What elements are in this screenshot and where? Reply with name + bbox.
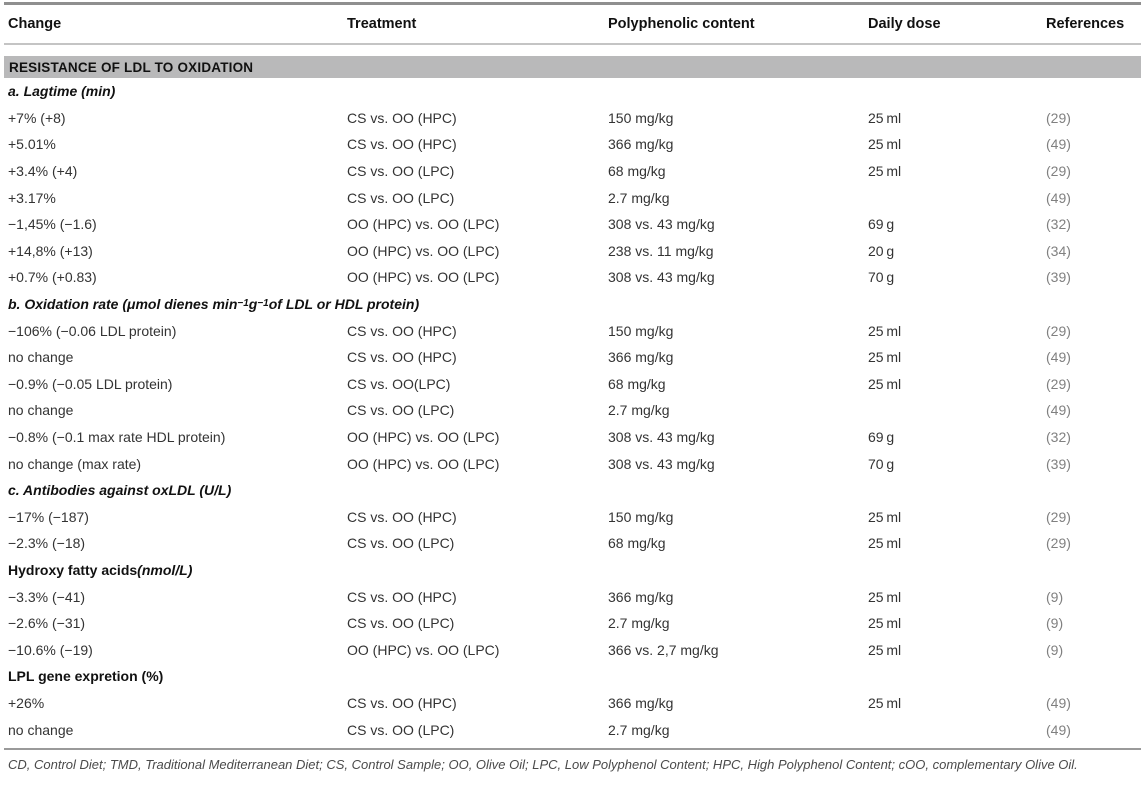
treatment-cell: CS vs. OO (HPC) (347, 588, 457, 605)
treatment-cell: CS vs. OO (HPC) (347, 349, 457, 366)
change-cell: −2.6% (−31) (8, 615, 86, 632)
reference-cell[interactable]: (39) (1046, 269, 1071, 286)
reference-cell[interactable]: (32) (1046, 429, 1071, 446)
table-row (0, 158, 1145, 185)
reference-cell[interactable]: (32) (1046, 216, 1071, 233)
change-cell: −0.9% (−0.05 LDL protein) (8, 375, 173, 392)
reference-cell[interactable]: (9) (1046, 588, 1064, 605)
subsection-heading-text: LPL gene expretion (%) (8, 668, 164, 685)
column-header-daily-dose: Daily dose (868, 16, 941, 32)
treatment-cell: OO (HPC) vs. OO (LPC) (347, 429, 500, 446)
change-cell: no change (8, 721, 74, 738)
subsection-heading (0, 78, 1145, 105)
treatment-cell: CS vs. OO (HPC) (347, 694, 457, 711)
polyphenolic-content-cell: 150 mg/kg (608, 508, 674, 525)
daily-dose-cell: 25 ml (868, 615, 902, 632)
change-cell: −17% (−187) (8, 508, 89, 525)
treatment-cell: CS vs. OO (HPC) (347, 109, 457, 126)
change-cell: −1,45% (−1.6) (8, 216, 97, 233)
table-row (0, 344, 1145, 371)
treatment-cell: OO (HPC) vs. OO (LPC) (347, 269, 500, 286)
header-rule (4, 43, 1141, 45)
subsection-heading-text: a. Lagtime (min) (8, 83, 116, 100)
treatment-cell: CS vs. OO (HPC) (347, 508, 457, 525)
daily-dose-cell: 25 ml (868, 508, 902, 525)
treatment-cell: CS vs. OO (LPC) (347, 615, 455, 632)
reference-cell[interactable]: (29) (1046, 508, 1071, 525)
polyphenolic-content-cell: 308 vs. 43 mg/kg (608, 455, 715, 472)
table-row (0, 424, 1145, 451)
table-row (0, 371, 1145, 398)
change-cell: −3.3% (−41) (8, 588, 86, 605)
treatment-cell: OO (HPC) vs. OO (LPC) (347, 242, 500, 259)
subsection-heading (0, 557, 1145, 584)
reference-cell[interactable]: (49) (1046, 349, 1071, 366)
table-row (0, 716, 1145, 743)
treatment-cell: CS vs. OO(LPC) (347, 375, 451, 392)
change-cell: +26% (8, 694, 45, 711)
daily-dose-cell: 25 ml (868, 136, 902, 153)
change-cell: +14,8% (+13) (8, 242, 93, 259)
change-cell: −0.8% (−0.1 max rate HDL protein) (8, 429, 226, 446)
reference-cell[interactable]: (29) (1046, 322, 1071, 339)
table-bottom-rule (4, 748, 1141, 750)
treatment-cell: CS vs. OO (HPC) (347, 136, 457, 153)
reference-cell[interactable]: (49) (1046, 136, 1071, 153)
reference-cell[interactable]: (39) (1046, 455, 1071, 472)
daily-dose-cell: 25 ml (868, 375, 902, 392)
daily-dose-cell: 25 ml (868, 349, 902, 366)
table-row (0, 610, 1145, 637)
subsection-heading-text: of LDL or HDL protein) (268, 296, 420, 313)
change-cell: no change (max rate) (8, 455, 142, 472)
change-cell: +3.4% (+4) (8, 163, 78, 180)
column-header-treatment: Treatment (347, 16, 417, 32)
subsection-heading-text: (nmol/L) (137, 561, 193, 578)
polyphenolic-content-cell: 366 mg/kg (608, 349, 674, 366)
reference-cell[interactable]: (29) (1046, 109, 1071, 126)
polyphenolic-content-cell: 2.7 mg/kg (608, 721, 670, 738)
treatment-cell: CS vs. OO (LPC) (347, 189, 455, 206)
daily-dose-cell: 70 g (868, 269, 895, 286)
subsection-heading-text: c. Antibodies against oxLDL (U/L) (8, 482, 232, 499)
section-band (4, 56, 1141, 78)
change-cell: +0.7% (+0.83) (8, 269, 97, 286)
daily-dose-cell: 25 ml (868, 694, 902, 711)
reference-cell[interactable]: (29) (1046, 535, 1071, 552)
change-cell: no change (8, 402, 74, 419)
column-header-references: References (1046, 16, 1125, 32)
table-row (0, 184, 1145, 211)
polyphenolic-content-cell: 150 mg/kg (608, 322, 674, 339)
polyphenolic-content-cell: 2.7 mg/kg (608, 189, 670, 206)
reference-cell[interactable]: (49) (1046, 402, 1071, 419)
polyphenolic-content-cell: 150 mg/kg (608, 109, 674, 126)
polyphenolic-content-cell: 308 vs. 43 mg/kg (608, 269, 715, 286)
change-cell: +5.01% (8, 136, 56, 153)
reference-cell[interactable]: (34) (1046, 242, 1071, 259)
daily-dose-cell: 69 g (868, 429, 895, 446)
table-row (0, 317, 1145, 344)
subsection-heading: b. Oxidation rate (μmol dienes min −1 g −1 of LDL or HDL protein) (8, 296, 420, 313)
change-cell: −10.6% (−19) (8, 641, 93, 658)
reference-cell[interactable]: (29) (1046, 163, 1071, 180)
polyphenolic-content-cell: 308 vs. 43 mg/kg (608, 429, 715, 446)
table-row (0, 504, 1145, 531)
reference-cell[interactable]: (9) (1046, 641, 1064, 658)
polyphenolic-content-cell: 68 mg/kg (608, 163, 666, 180)
change-cell: −106% (−0.06 LDL protein) (8, 322, 177, 339)
subsection-heading-text: b. Oxidation rate (μmol dienes min (8, 296, 238, 313)
table-row (0, 397, 1145, 424)
daily-dose-cell: 25 ml (868, 535, 902, 552)
treatment-cell: CS vs. OO (LPC) (347, 163, 455, 180)
table-row (0, 264, 1145, 291)
column-header-polyphenolic-content: Polyphenolic content (608, 16, 755, 32)
treatment-cell: CS vs. OO (LPC) (347, 402, 455, 419)
change-cell: +3.17% (8, 189, 56, 206)
table-header-row (0, 5, 1145, 43)
daily-dose-cell: 25 ml (868, 588, 902, 605)
table-row (0, 636, 1145, 663)
daily-dose-cell: 25 ml (868, 322, 902, 339)
reference-cell[interactable]: (49) (1046, 189, 1071, 206)
daily-dose-cell: 70 g (868, 455, 895, 472)
polyphenolic-content-cell: 308 vs. 43 mg/kg (608, 216, 715, 233)
treatment-cell: CS vs. OO (LPC) (347, 721, 455, 738)
reference-cell[interactable]: (49) (1046, 694, 1071, 711)
table-row (0, 530, 1145, 557)
table-row (0, 211, 1145, 238)
table-row (0, 450, 1145, 477)
polyphenolic-content-cell: 68 mg/kg (608, 535, 666, 552)
change-cell: +7% (+8) (8, 109, 66, 126)
subsection-heading (0, 663, 1145, 690)
daily-dose-cell: 20 g (868, 242, 895, 259)
treatment-cell: OO (HPC) vs. OO (LPC) (347, 641, 500, 658)
table-footnote: CD, Control Diet; TMD, Traditional Mediterranean Diet; CS, Control Sample; OO, Olive Oil; LPC, Low Polyphenol Content; HPC, High Polyphenol Content; cOO, complementary Olive Oil. (8, 756, 1078, 772)
polyphenolic-content-cell: 366 vs. 2,7 mg/kg (608, 641, 719, 658)
subsection-heading-text: g (248, 296, 258, 313)
table-body (0, 78, 1145, 743)
treatment-cell: CS vs. OO (HPC) (347, 322, 457, 339)
polyphenolic-content-cell: 366 mg/kg (608, 136, 674, 153)
table-row (0, 131, 1145, 158)
daily-dose-cell: 25 ml (868, 109, 902, 126)
reference-cell[interactable]: (29) (1046, 375, 1071, 392)
table-row (0, 690, 1145, 717)
table-row (0, 583, 1145, 610)
daily-dose-cell: 25 ml (868, 641, 902, 658)
section-band-title: RESISTANCE OF LDL TO OXIDATION (9, 59, 254, 75)
change-cell: −2.3% (−18) (8, 535, 86, 552)
subsection-heading-text: Hydroxy fatty acids (8, 561, 138, 578)
reference-cell[interactable]: (49) (1046, 721, 1071, 738)
polyphenolic-content-cell: 2.7 mg/kg (608, 402, 670, 419)
treatment-cell: OO (HPC) vs. OO (LPC) (347, 455, 500, 472)
daily-dose-cell: 25 ml (868, 163, 902, 180)
polyphenolic-content-cell: 366 mg/kg (608, 694, 674, 711)
polyphenolic-content-cell: 2.7 mg/kg (608, 615, 670, 632)
treatment-cell: CS vs. OO (LPC) (347, 535, 455, 552)
column-header-change: Change (8, 16, 62, 32)
table-row (0, 105, 1145, 132)
change-cell: no change (8, 349, 74, 366)
polyphenolic-content-cell: 366 mg/kg (608, 588, 674, 605)
subsection-heading (0, 477, 1145, 504)
table-row (0, 238, 1145, 265)
reference-cell[interactable]: (9) (1046, 615, 1064, 632)
treatment-cell: OO (HPC) vs. OO (LPC) (347, 216, 500, 233)
daily-dose-cell: 69 g (868, 216, 895, 233)
polyphenolic-content-cell: 68 mg/kg (608, 375, 666, 392)
polyphenolic-content-cell: 238 vs. 11 mg/kg (608, 242, 714, 259)
